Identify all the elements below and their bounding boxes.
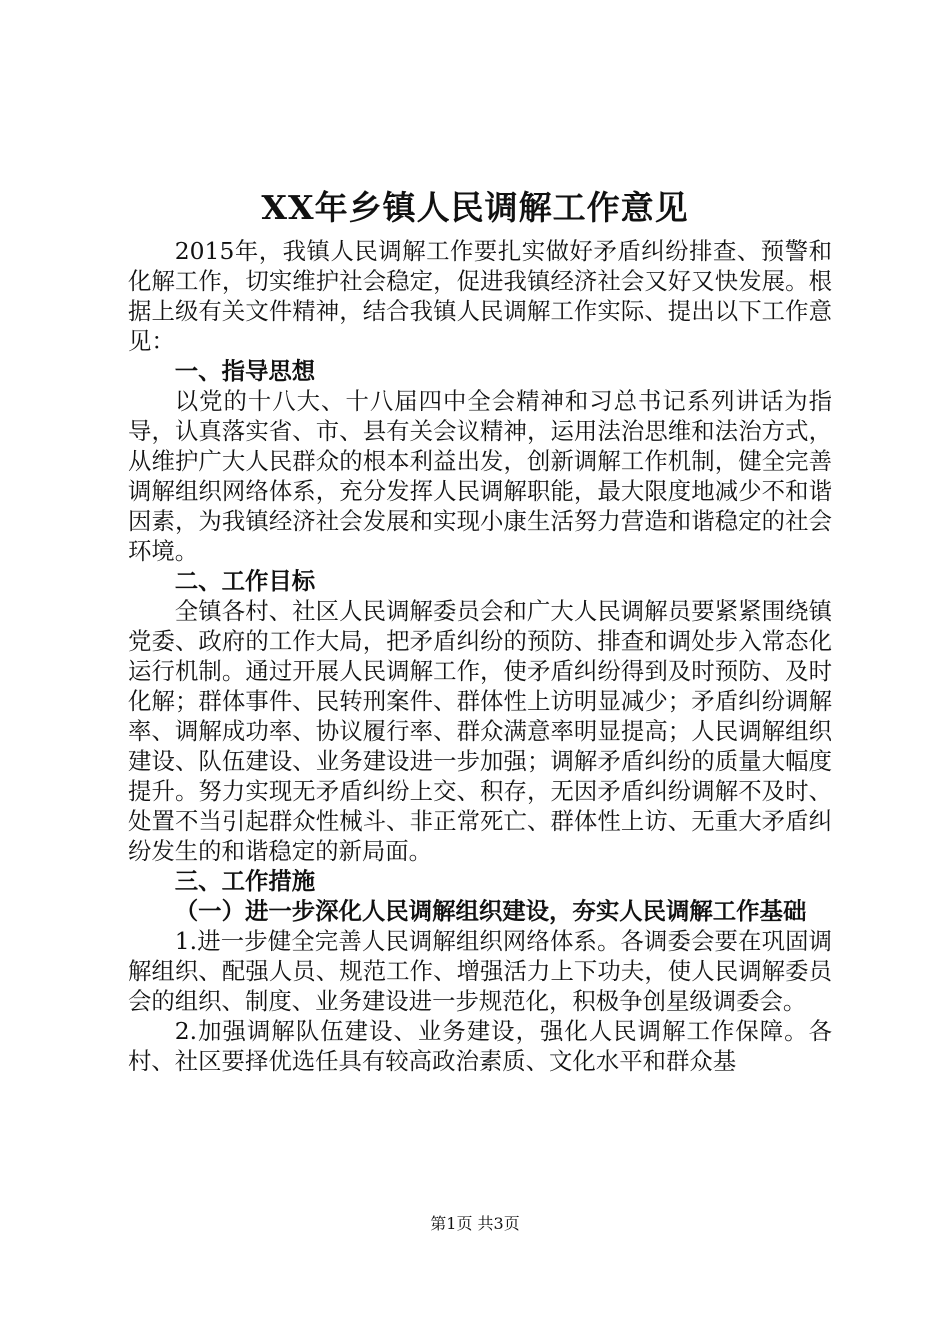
intro-paragraph: 2015年，我镇人民调解工作要扎实做好矛盾纠纷排查、预警和化解工作，切实维护社会稳定，促进我镇经济社会又好又快发展。根据上级有关文件精神，结合我镇人民调解工作实际、提出以下工作意见：: [128, 237, 832, 355]
subsection-heading-organization: （一）进一步深化人民调解组织建设，夯实人民调解工作基础: [174, 897, 807, 925]
section-heading-work-measures: 三、工作措施: [174, 867, 316, 895]
section-heading-guiding-ideology: 一、指导思想: [174, 357, 316, 385]
section-heading-work-goals: 二、工作目标: [174, 567, 316, 595]
page-footer: 第1页 共3页: [430, 1214, 520, 1233]
guiding-ideology-paragraph: 以党的十八大、十八届四中全会精神和习总书记系列讲话为指导，认真落实省、市、县有关会议精神，运用法治思维和法治方式，从维护广大人民群众的根本利益出发，创新调解工作机制，健全完善调解组织网络体系，充分发挥人民调解职能，最大限度地减少不和谐因素，为我镇经济社会发展和实现小康生活努力营造和谐稳定的社会环境。: [128, 387, 832, 565]
work-goals-paragraph: 全镇各村、社区人民调解委员会和广大人民调解员要紧紧围绕镇党委、政府的工作大局，把矛盾纠纷的预防、排查和调处步入常态化运行机制。通过开展人民调解工作，使矛盾纠纷得到及时预防、及时化解；群体事件、民转刑案件、群体性上访明显减少；矛盾纠纷调解率、调解成功率、协议履行率、群众满意率明显提高；人民调解组织建设、队伍建设、业务建设进一步加强；调解矛盾纠纷的质量大幅度提升。努力实现无矛盾纠纷上交、积存，无因矛盾纠纷调解不及时、处置不当引起群众性械斗、非正常死亡、群体性上访、无重大矛盾纠纷发生的和谐稳定的新局面。: [128, 597, 832, 865]
measure-item-2-paragraph: 2.加强调解队伍建设、业务建设，强化人民调解工作保障。各村、社区要择优选任具有较高政治素质、文化水平和群众基: [128, 1017, 832, 1075]
document-body: [128, 236, 832, 1076]
measure-item-1-paragraph: 1.进一步健全完善人民调解组织网络体系。各调委会要在巩固调解组织、配强人员、规范工作、增强活力上下功夫，使人民调解委员会的组织、制度、业务建设进一步规范化，积极争创星级调委会。: [128, 927, 832, 1015]
document-title: XX年乡镇人民调解工作意见: [261, 188, 689, 227]
